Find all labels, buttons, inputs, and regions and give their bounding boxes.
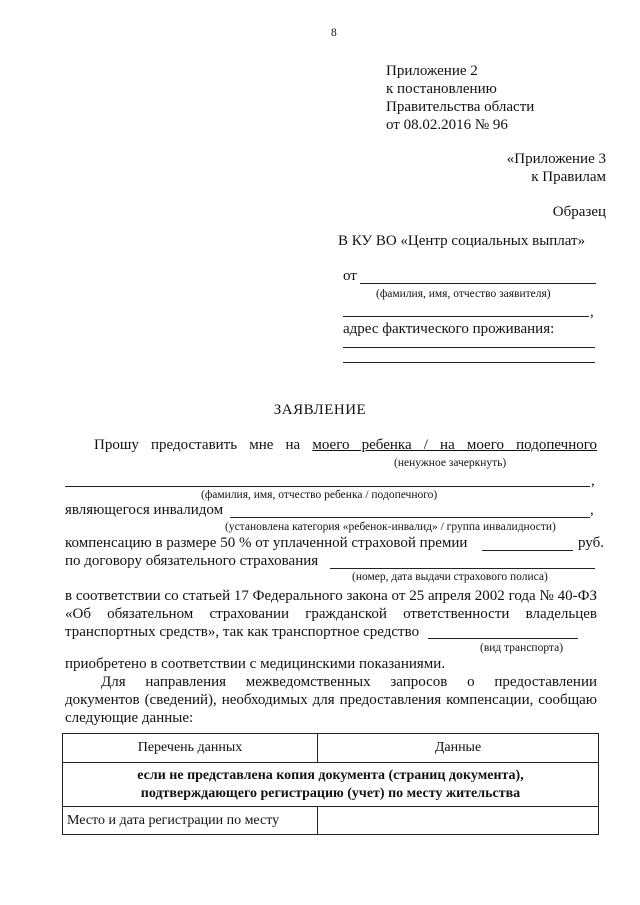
premium-amount-line[interactable] (482, 550, 573, 551)
table-header-col2: Данные (318, 734, 599, 763)
table-section-row (63, 763, 599, 807)
contract-label: по договору обязательного страхования (65, 553, 319, 569)
table-section-cell (63, 763, 599, 807)
disabled-caption: (установлена категория «ребенок-инвалид» / группа инвалидности) (225, 521, 556, 533)
applicant-name-line-2[interactable] (343, 316, 589, 317)
row1-col2[interactable] (318, 807, 599, 835)
document-title: ЗАЯВЛЕНИЕ (273, 402, 367, 418)
sample-label: Образец (552, 204, 606, 220)
request-line (65, 436, 597, 454)
row1-col1: Место и дата регистрации по месту (63, 807, 318, 835)
policy-line[interactable] (330, 568, 595, 569)
p2-line-2: документов (сведений), необходимых для предоставления компенсации, сообщаю (65, 692, 597, 708)
rules-appendix-line-2: к Правилам (531, 169, 606, 185)
disabled-category-line[interactable] (230, 517, 590, 518)
rub-label: руб. (578, 535, 604, 551)
child-caption: (фамилия, имя, отчество ребенка / подопечного) (201, 489, 438, 501)
appendix-line-3: Правительства области (386, 99, 535, 115)
disabled-label: являющегося инвалидом (65, 502, 224, 518)
applicant-caption: (фамилия, имя, отчество заявителя) (376, 288, 551, 300)
table-row (63, 807, 599, 835)
law-line-2: «Об обязательном страховании гражданской ответственности владельцев (65, 606, 597, 622)
appendix-line-1: Приложение 2 (386, 63, 478, 79)
child-choice: моего ребенка / на моего подопечного (312, 437, 597, 453)
vehicle-caption: (вид транспорта) (480, 642, 564, 654)
page-number: 8 (331, 27, 337, 39)
acquired-text: приобретено в соответствии с медицинскими показаниями. (65, 656, 446, 672)
child-name-line[interactable] (65, 486, 590, 487)
section-line-1: если не представлена копия документа (страниц документа), (137, 767, 524, 783)
disabled-comma: , (590, 502, 594, 518)
child-comma: , (591, 473, 595, 489)
table-header-col1: Перечень данных (63, 734, 318, 763)
appendix-line-4: от 08.02.2016 № 96 (386, 117, 508, 133)
appendix-line-2: к постановлению (386, 81, 497, 97)
from-label: от (343, 268, 357, 284)
vehicle-type-line[interactable] (428, 638, 578, 639)
request-start: Прошу предоставить мне на (94, 437, 301, 453)
law-line-1: в соответствии со статьей 17 Федерального закона от 25 апреля 2002 года № 40-ФЗ (65, 588, 597, 604)
law-line-3: транспортных средств», так как транспортное средство (65, 624, 420, 640)
section-line-2: подтверждающего регистрацию (учет) по месту жительства (140, 785, 521, 801)
p2-line-1: Для направления межведомственных запросов о предоставлении (101, 674, 597, 690)
address-line-2[interactable] (343, 362, 595, 363)
data-table (62, 733, 599, 835)
applicant-name-line[interactable] (360, 283, 596, 284)
choice-caption: (ненужное зачеркнуть) (394, 457, 507, 469)
compensation-text: компенсацию в размере 50 % от уплаченной страховой премии (65, 535, 468, 551)
applicant-comma: , (590, 304, 594, 320)
address-label: адрес фактического проживания: (343, 321, 555, 337)
table-header-row (63, 734, 599, 763)
rules-appendix-line-1: «Приложение 3 (506, 151, 606, 167)
addressee-to: В КУ ВО «Центр социальных выплат» (338, 233, 586, 249)
p2-line-3: следующие данные: (65, 710, 194, 726)
address-line-1[interactable] (343, 347, 595, 348)
contract-caption: (номер, дата выдачи страхового полиса) (352, 571, 548, 583)
